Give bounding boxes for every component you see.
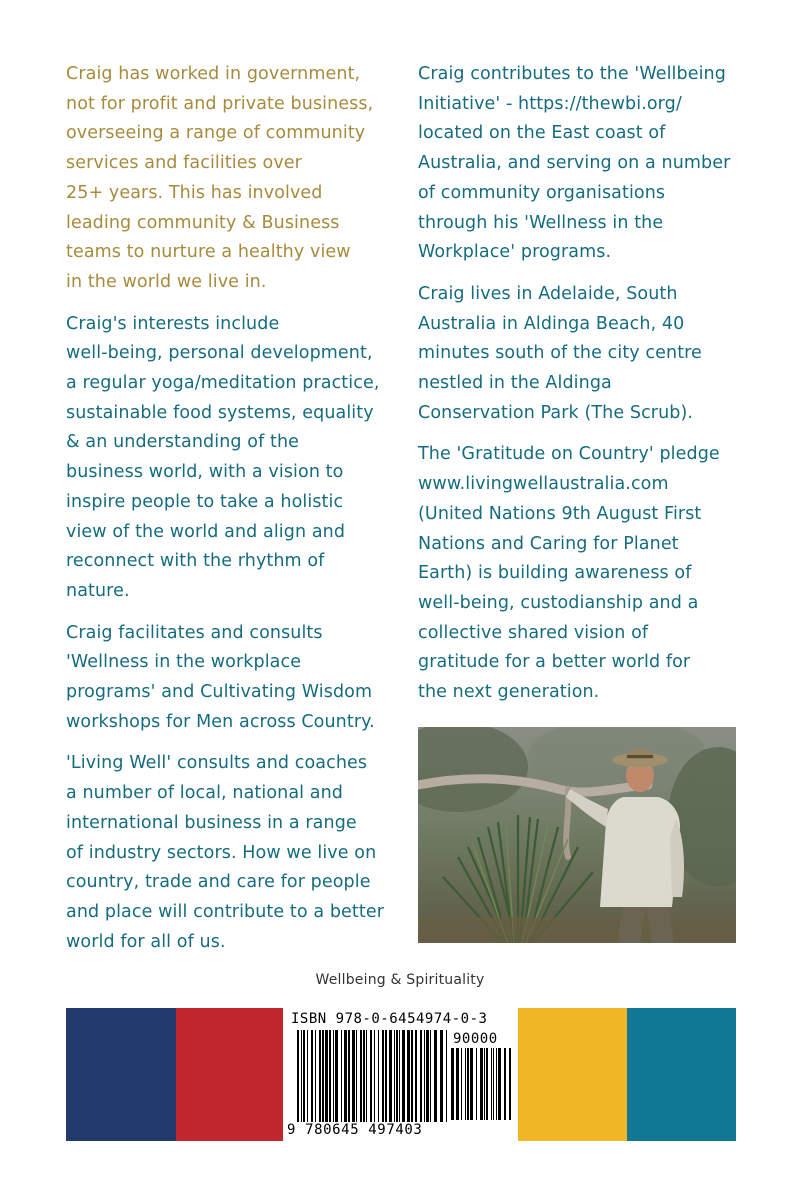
bio-paragraph-wellbeing-initiative: Craig contributes to the 'Wellbeing Initiative' - https://thewbi.org/ located on the East coast of Australia, and serving on a number of community organisations through his 'Wellness in the Workplace' programs. — [418, 64, 731, 263]
barcode-bar — [360, 1030, 362, 1122]
ean-bars — [297, 1030, 447, 1122]
barcode-bar — [370, 1030, 372, 1122]
barcode-bar — [446, 1030, 447, 1122]
barcode-bar — [465, 1048, 466, 1120]
barcode-bar — [301, 1030, 302, 1122]
barcode-bar — [325, 1030, 328, 1122]
barcode-bar — [382, 1030, 384, 1122]
barcode-bar — [311, 1030, 313, 1122]
barcode-bar — [491, 1048, 492, 1120]
barcode-bar — [440, 1030, 443, 1122]
bio-paragraph-gratitude-pledge: The 'Gratitude on Country' pledge www.livingwellaustralia.com (United Nations 9th August First Nations and Caring for Planet Earth) is building awareness of well-being, custodianship and a collective shared vision of gratitude for a better world for the next generation. — [418, 444, 720, 703]
barcode-bar — [329, 1030, 331, 1122]
barcode-bar — [407, 1030, 410, 1122]
price-code: 90000 — [453, 1031, 498, 1047]
barcode-bar — [341, 1030, 342, 1122]
bio-paragraph-career: Craig has worked in government, not for profit and private business, overseeing a range of community services and facilities over 25+ years. This has involved leading community & Business teams to nurture a healthy view in the world we live in. — [66, 64, 374, 292]
barcode-bar — [484, 1048, 485, 1120]
ean-digits: 9 780645 497403 — [287, 1122, 423, 1138]
barcode-bar — [430, 1030, 431, 1122]
right-column — [418, 60, 748, 720]
barcode-bar — [307, 1030, 308, 1122]
barcode-bar — [385, 1030, 387, 1122]
color-band-yellow — [518, 1008, 627, 1141]
color-band-teal — [627, 1008, 736, 1141]
barcode-bar — [378, 1030, 379, 1122]
barcode-bar — [470, 1048, 473, 1120]
barcode-bar — [509, 1048, 511, 1120]
barcode-bar — [363, 1030, 365, 1122]
barcode-bar — [333, 1030, 334, 1122]
barcode-bar — [486, 1048, 488, 1120]
barcode-bar — [366, 1030, 367, 1122]
barcode-bar — [476, 1048, 477, 1120]
barcode-bar — [352, 1030, 355, 1122]
barcode-bar — [319, 1030, 321, 1122]
bio-paragraph-interests: Craig's interests include well-being, personal development, a regular yoga/meditation practice, sustainable food systems, equality & an understanding of the business world, with a vision to inspire people to take a holistic view of the world and align and reconnect with the rhythm of nature. — [66, 313, 380, 601]
isbn-label: ISBN 978-0-6454974-0-3 — [291, 1011, 488, 1027]
barcode-bar — [451, 1048, 454, 1120]
barcode-bar — [415, 1030, 417, 1122]
barcode-bar — [356, 1030, 357, 1122]
barcode-bar — [389, 1030, 392, 1122]
left-column — [66, 60, 396, 969]
barcode-bar — [402, 1030, 405, 1122]
color-band-navy — [66, 1008, 176, 1141]
barcode-bar — [344, 1030, 347, 1122]
barcode-bar — [303, 1030, 305, 1122]
barcode-bar — [456, 1048, 459, 1120]
barcode-bar — [411, 1030, 413, 1122]
barcode-bar — [399, 1030, 400, 1122]
barcode-bar — [496, 1048, 497, 1120]
barcode-bar — [315, 1030, 316, 1122]
barcode-bar — [426, 1030, 429, 1122]
barcode-bar — [424, 1030, 425, 1122]
barcode-bar — [498, 1048, 501, 1120]
barcode-bar — [348, 1030, 350, 1122]
barcode-bar — [461, 1048, 462, 1120]
barcode-bar — [396, 1030, 398, 1122]
barcode-bar — [434, 1030, 437, 1122]
bio-paragraph-facilitation: Craig facilitates and consults 'Wellness in the workplace programs' and Cultivating Wisdom workshops for Men across Country. — [66, 622, 375, 732]
barcode-bar — [493, 1048, 494, 1120]
barcode-bar — [322, 1030, 324, 1122]
barcode-bar — [504, 1048, 506, 1120]
barcode-bar — [420, 1030, 422, 1122]
category-label: Wellbeing & Spirituality — [315, 972, 485, 988]
color-band-red — [176, 1008, 283, 1141]
bio-paragraph-location: Craig lives in Adelaide, South Australia in Aldinga Beach, 40 minutes south of the city centre nestled in the Aldinga Conservation Park (The Scrub). — [418, 283, 702, 423]
barcode-bar — [480, 1048, 483, 1120]
barcode-bar — [467, 1048, 469, 1120]
author-photo — [418, 727, 736, 943]
barcode-bar — [374, 1030, 375, 1122]
barcode-bar — [335, 1030, 338, 1122]
barcode-bar — [394, 1030, 395, 1122]
bio-paragraph-living-well: 'Living Well' consults and coaches a number of local, national and international business in a range of industry sectors. How we live on country, trade and care for people and place will contribute to a better world for all of us. — [66, 753, 384, 952]
isbn-barcode — [283, 1008, 518, 1141]
barcode-bar — [297, 1030, 299, 1122]
addon-bars — [451, 1048, 511, 1120]
